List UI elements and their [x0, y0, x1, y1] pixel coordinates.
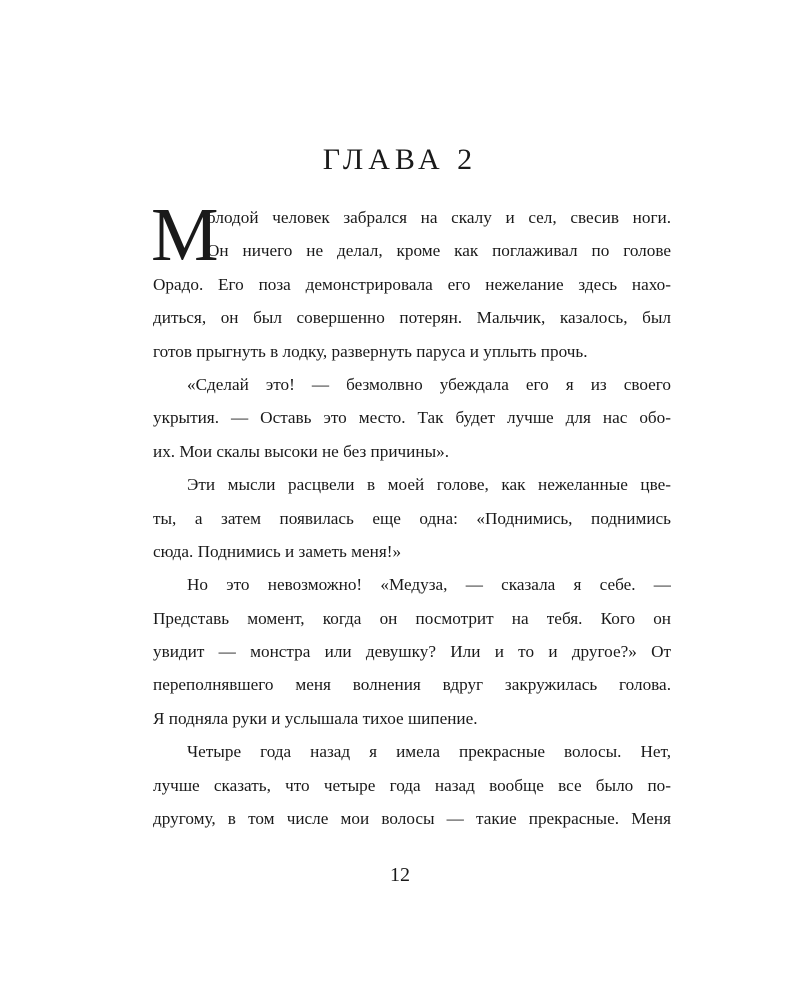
- text-line: Он ничего не делал, кроме как поглаживал по голове: [207, 241, 671, 261]
- text-line: укрытия. — Оставь это место. Так будет лучше для нас обо-: [153, 408, 671, 428]
- body-text: [151, 193, 671, 835]
- drop-cap: М: [151, 193, 219, 277]
- text-line: «Сделай это! — безмолвно убеждала его я из своего: [187, 374, 671, 394]
- text-line: Эти мысли расцвели в моей голове, как нежеланные цве-: [187, 475, 671, 495]
- text-line: переполнявшего меня волнения вдруг закружилась голова.: [153, 675, 671, 695]
- text-line: диться, он был совершенно потерян. Мальчик, казалось, был: [153, 308, 671, 328]
- chapter-title: ГЛАВА 2: [322, 143, 478, 176]
- text-line: другому, в том числе мои волосы — такие прекрасные. Меня: [153, 809, 671, 829]
- text-line: их. Мои скалы высоки не без причины».: [153, 441, 450, 461]
- text-line: Представь момент, когда он посмотрит на тебя. Кого он: [153, 608, 671, 628]
- page-number: 12: [390, 864, 410, 886]
- text-line: ты, а затем появилась еще одна: «Поднимись, поднимись: [153, 508, 671, 528]
- text-line: сюда. Поднимись и заметь меня!»: [153, 541, 402, 561]
- text-line: Но это невозможно! «Медуза, — сказала я себе. —: [187, 575, 671, 595]
- text-line: лучше сказать, что четыре года назад вообще все было по-: [153, 775, 671, 795]
- text-line: Я подняла руки и услышала тихое шипение.: [153, 708, 478, 728]
- text-line: готов прыгнуть в лодку, развернуть паруса и уплыть прочь.: [153, 341, 588, 361]
- text-line: олодой человек забрался на скалу и сел, свесив ноги.: [207, 208, 671, 227]
- text-line: Орадо. Его поза демонстрировала его нежелание здесь нахо-: [153, 274, 671, 294]
- text-line: Четыре года назад я имела прекрасные волосы. Нет,: [187, 742, 671, 762]
- text-line: увидит — монстра или девушку? Или и то и другое?» От: [153, 642, 671, 662]
